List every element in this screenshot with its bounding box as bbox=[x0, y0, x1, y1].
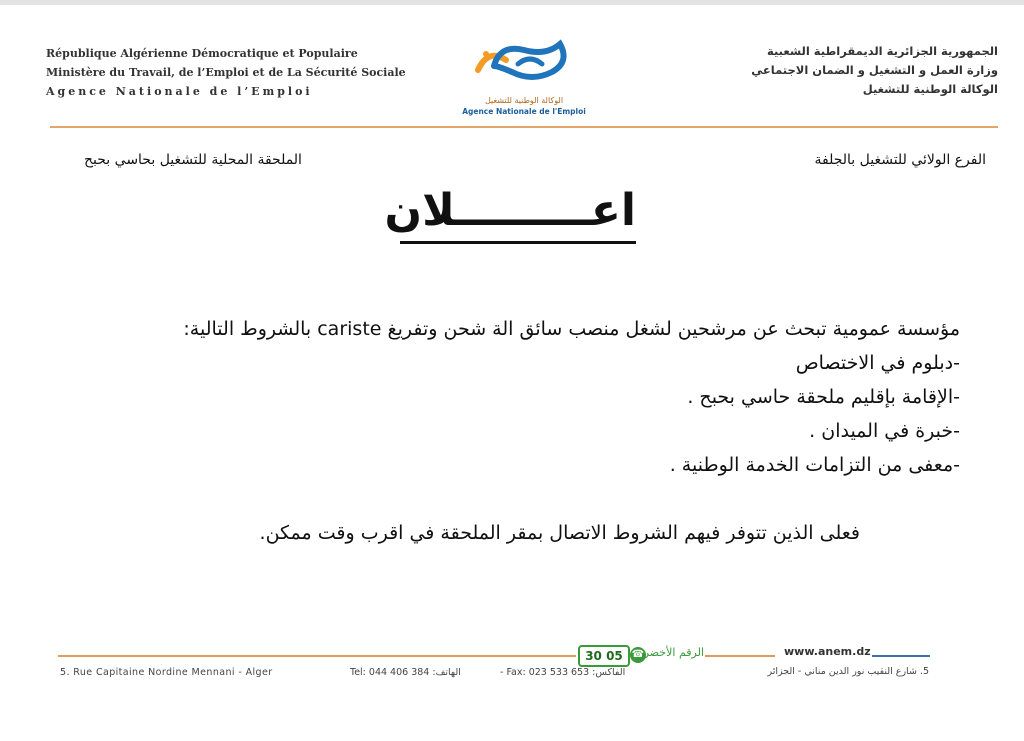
top-border bbox=[0, 0, 1024, 5]
condition-item: -معفى من التزامات الخدمة الوطنية . bbox=[669, 454, 960, 476]
header-french bbox=[46, 44, 406, 101]
header-fr-line2: Ministère du Travail, de l’Emploi et de La Sécurité Sociale bbox=[46, 66, 406, 79]
closing-paragraph: فعلى الذين تتوفر فيهم الشروط الاتصال بمقر الملحقة في اقرب وقت ممكن. bbox=[259, 522, 860, 544]
header-ar-line1: الجمهورية الجزائرية الديمقراطية الشعبية bbox=[766, 44, 998, 58]
header-fr-line3: Agence Nationale de l’Emploi bbox=[46, 85, 313, 98]
title-underline bbox=[400, 241, 636, 244]
green-number-label: الرقم الأخضر bbox=[643, 646, 704, 659]
website-link[interactable]: www.anem.dz bbox=[784, 645, 871, 658]
header-ar-line2: وزارة العمل و التشغيل و الضمان الاجتماعي bbox=[751, 63, 998, 77]
announcement-body bbox=[48, 312, 960, 482]
anem-logo-icon bbox=[458, 38, 590, 96]
phone-icon: ☎ bbox=[630, 647, 646, 663]
logo-caption-ar: الوكالة الوطنية للتشغيل bbox=[484, 96, 564, 105]
local-annex: الملحقة المحلية للتشغيل بحاسي بحبح bbox=[84, 152, 302, 168]
footer-fax: - Fax: 023 533 653 :الفاكس bbox=[500, 667, 626, 678]
footer-tel: Tel: 044 406 384 :الهاتف bbox=[350, 667, 461, 678]
anem-logo bbox=[458, 38, 590, 122]
condition-item: -الإقامة بإقليم ملحقة حاسي بحبح . bbox=[687, 386, 960, 408]
footer-divider-right bbox=[872, 655, 930, 657]
header-arabic bbox=[751, 42, 998, 99]
announcement-title: اعـــــــــلان bbox=[384, 185, 636, 236]
intro-paragraph: مؤسسة عمومية تبحث عن مرشحين لشغل منصب سائق الة شحن وتفريغ cariste بالشروط التالية: bbox=[183, 318, 960, 340]
logo-caption-fr: Agence Nationale de l'Emploi bbox=[462, 107, 586, 116]
footer-address-ar: 5. شارع النقيب نور الدين مناني - الجزائر bbox=[767, 666, 929, 677]
header-fr-line1: République Algérienne Démocratique et Populaire bbox=[46, 47, 358, 60]
condition-item: -خبرة في الميدان . bbox=[809, 420, 960, 442]
wilaya-branch: الفرع الولائي للتشغيل بالجلفة bbox=[814, 152, 986, 168]
header-divider bbox=[50, 126, 998, 128]
green-number-badge: 30 05 bbox=[578, 645, 630, 667]
footer-divider-middle bbox=[705, 655, 775, 657]
header-ar-line3: الوكالة الوطنية للتشغيل bbox=[862, 82, 998, 96]
footer-divider-left bbox=[58, 655, 576, 657]
condition-item: -دبلوم في الاختصاص bbox=[795, 352, 960, 374]
footer-address-fr: 5. Rue Capitaine Nordine Mennani - Alger bbox=[60, 667, 273, 678]
